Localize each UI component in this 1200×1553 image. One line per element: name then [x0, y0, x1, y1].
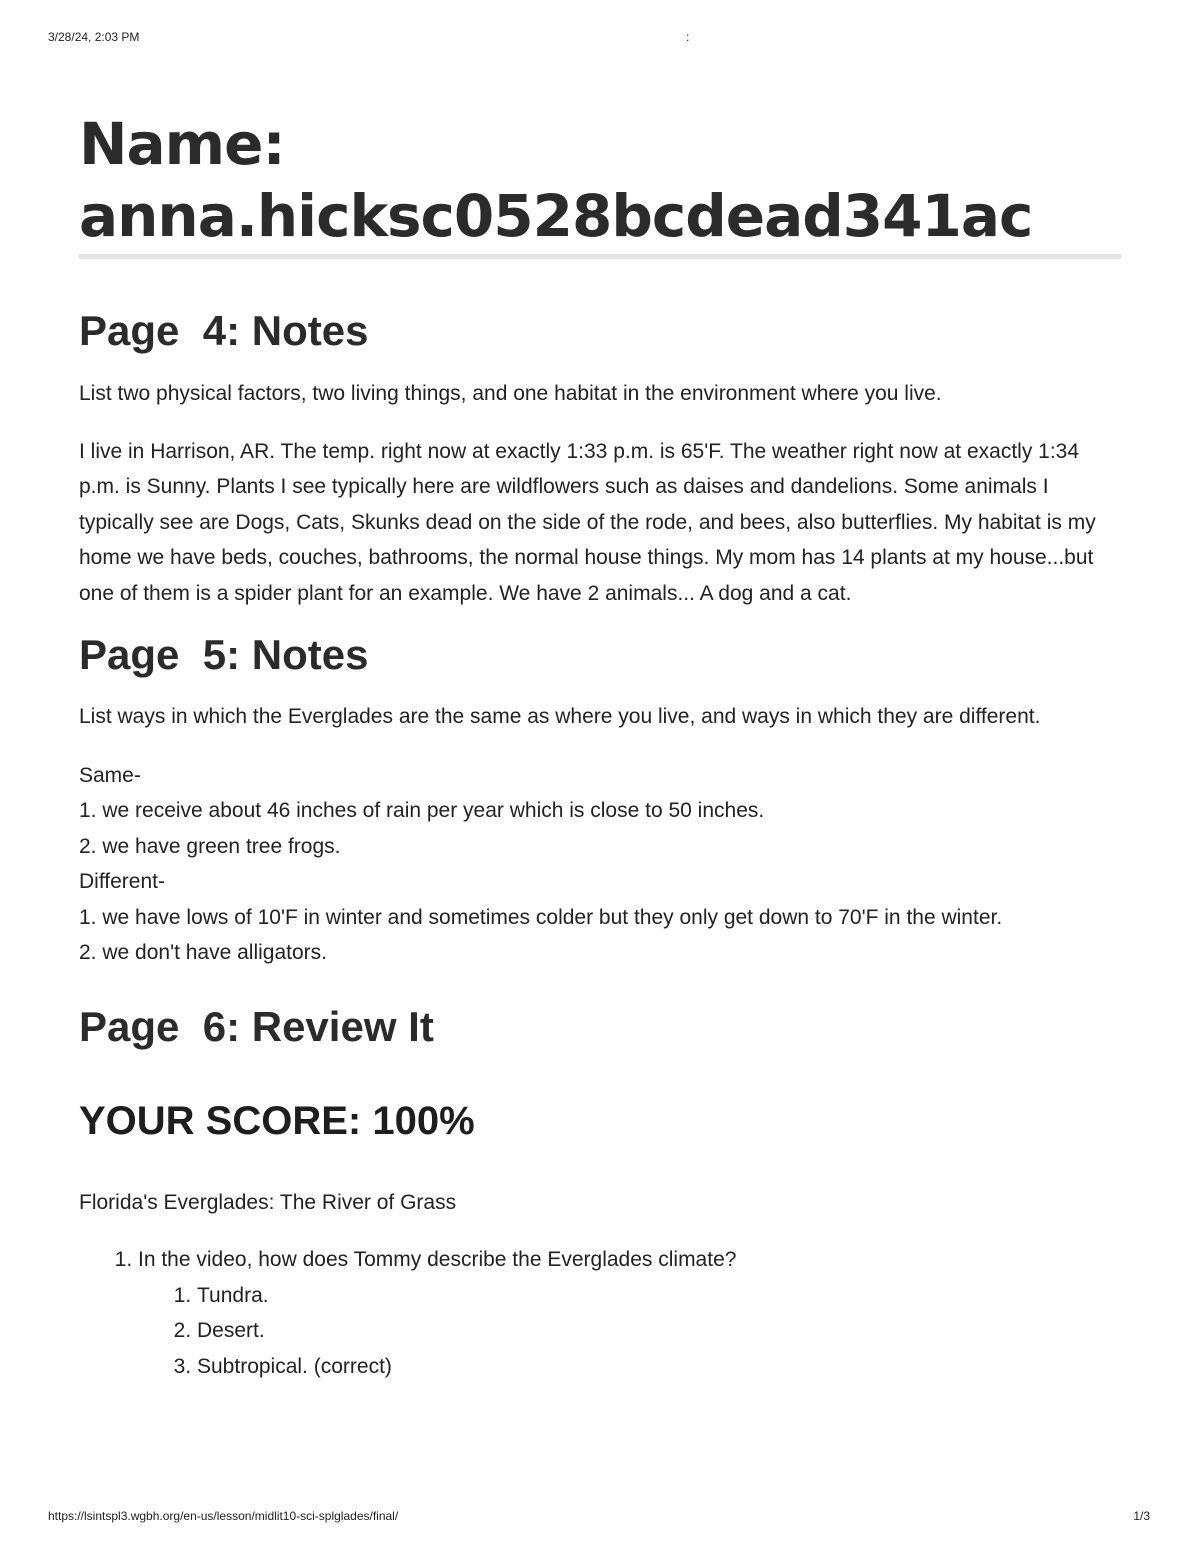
quiz-title: Florida's Everglades: The River of Grass	[79, 1190, 457, 1214]
print-datetime: 3/28/24, 2:03 PM	[48, 30, 140, 44]
question-item	[138, 1242, 1121, 1384]
print-header-center: :	[686, 30, 690, 44]
answer-option-correct: 3. Subtropical. (correct)	[197, 1349, 1121, 1385]
page5-line: Different-	[79, 870, 165, 893]
page5-line: 1. we receive about 46 inches of rain per year which is close to 50 inches.	[79, 799, 765, 822]
print-url: https://lsintspl3.wgbh.org/en-us/lesson/midlit10-sci-splglades/final/	[48, 1509, 399, 1523]
page-number: 1/3	[1133, 1509, 1150, 1523]
document-content	[79, 108, 1121, 1384]
page5-line: 2. we have green tree frogs.	[79, 834, 341, 858]
name-heading	[79, 108, 1121, 252]
question-text: In the video, how does Tommy describe the Everglades climate?	[138, 1248, 737, 1271]
page4-prompt: List two physical factors, two living things, and one habitat in the environment where you live.	[79, 382, 942, 405]
answer-option: 2. Desert.	[197, 1313, 1121, 1349]
page6-heading: Page 6: Review It	[79, 1002, 434, 1050]
page5-heading: Page 5: Notes	[79, 631, 369, 678]
page4-answer: I live in Harrison, AR. The temp. right now at exactly 1:33 p.m. is 65'F. The weather right now at exactly 1:34 p.m. is Sunny. Plants I see typically here are wildflowers such as daises and dandelions. Some animals I typically see are Dogs, Cats, Skunks dead on the side of the rode, and bees, also butterflies. My habitat is my home we have beds, couches, bathrooms, the normal house things. My mom has 14 plants at my house...but one of them is a spider plant for an example. We have 2 animals... A dog and a cat.	[79, 439, 1096, 605]
page5-line: 2. we don't have alligators.	[79, 941, 327, 964]
answer-option: 1. Tundra.	[197, 1278, 1121, 1314]
page5-line: 1. we have lows of 10'F in winter and sometimes colder but they only get down to 70'F in the winter.	[79, 905, 1003, 929]
print-header	[48, 30, 1152, 46]
page5-answer	[79, 758, 1121, 971]
name-label: Name:	[79, 110, 285, 178]
answer-options	[138, 1278, 1121, 1385]
question-list	[79, 1242, 1121, 1384]
score-heading: YOUR SCORE: 100%	[79, 1098, 475, 1143]
name-value: anna.hicksc0528bcdead341ac	[79, 182, 1033, 250]
page5-prompt: List ways in which the Everglades are the same as where you live, and ways in which they are different.	[79, 705, 1041, 728]
name-divider	[79, 254, 1121, 259]
print-footer	[48, 1509, 1150, 1525]
page5-line: Same-	[79, 763, 141, 787]
page4-heading: Page 4: Notes	[79, 307, 369, 354]
